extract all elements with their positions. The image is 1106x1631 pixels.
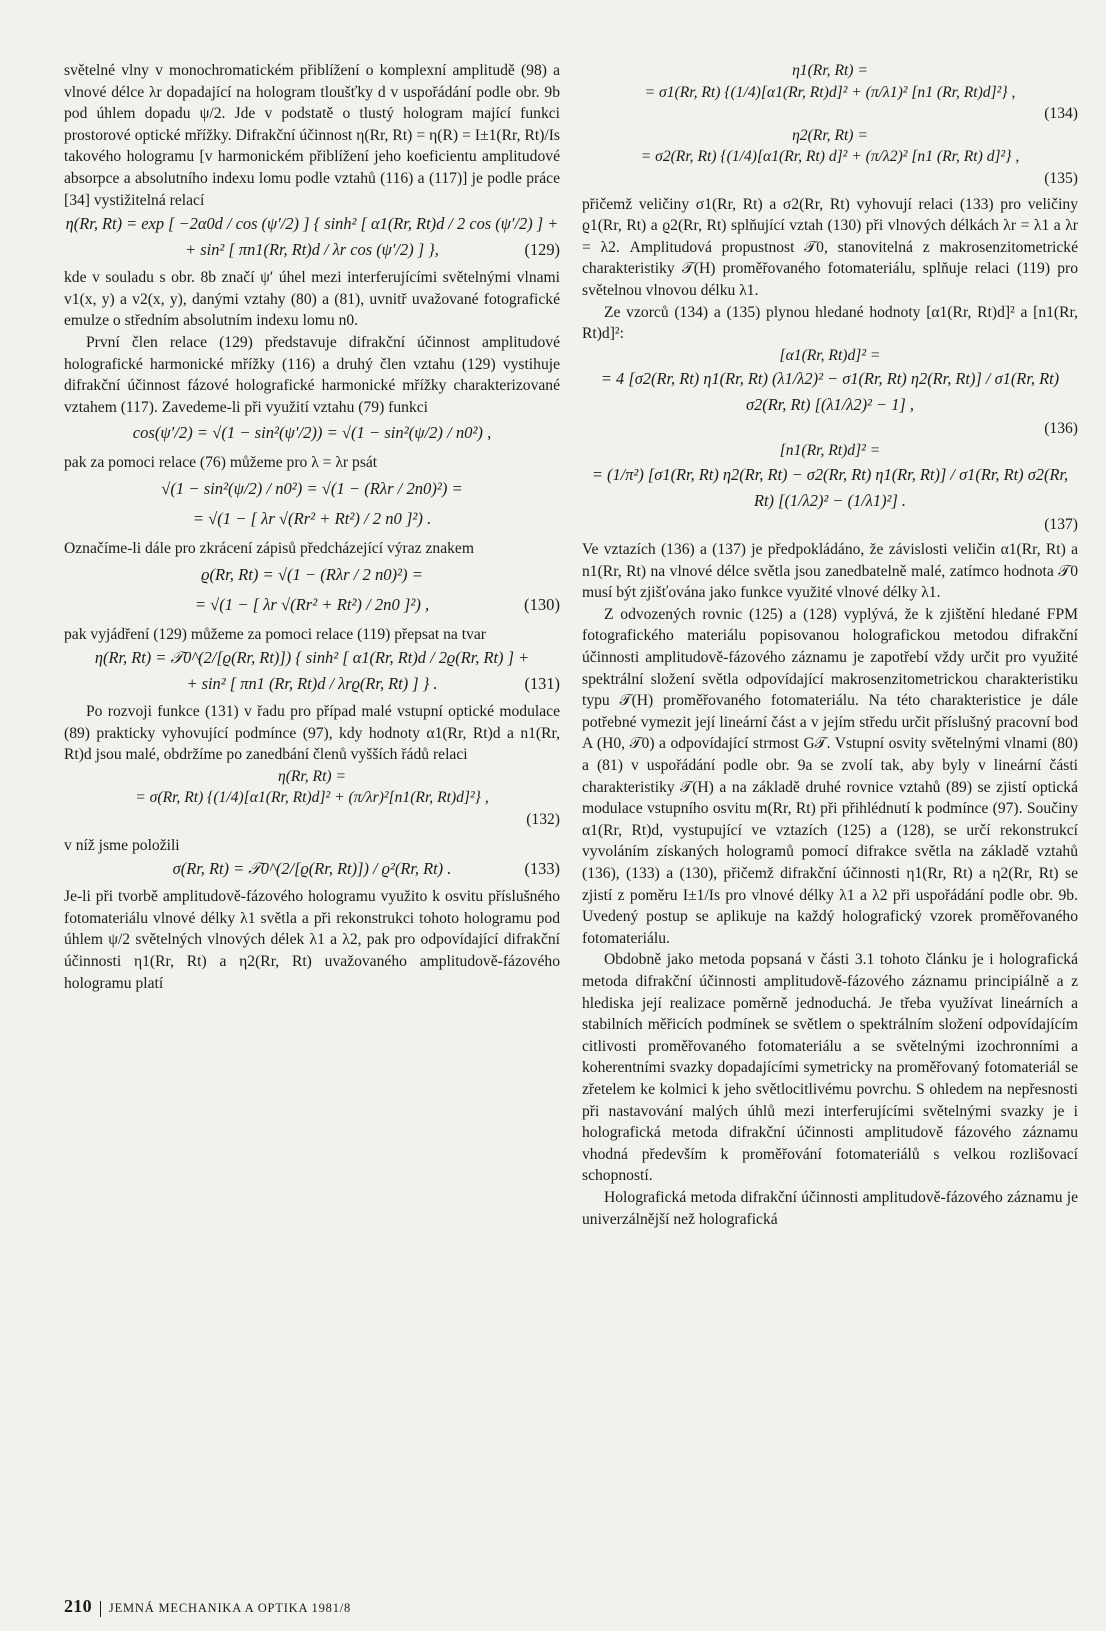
paragraph: Holografická metoda difrakční účinnosti amplitudově-fázového záznamu je univerzálnější než holografická <box>582 1188 1078 1228</box>
left-column <box>64 60 560 994</box>
equation-body: η1(Rr, Rt) = <box>792 62 868 79</box>
equation-number: (137) <box>1044 515 1078 533</box>
equation-number: (134) <box>1044 105 1078 123</box>
equation <box>64 504 560 534</box>
equation-body: ϱ(Rr, Rt) = √(1 − (Rλr / 2 n0)²) = <box>201 564 423 584</box>
equation <box>582 440 1078 462</box>
equation-body: √(1 − sin²(ψ/2) / n0²) = √(1 − (Rλr / 2n0)²) = <box>161 478 463 498</box>
equation-body: + sin² [ πn1(Rr, Rt)d / λr cos (ψ′/2) ] }, <box>185 240 439 260</box>
equation <box>582 345 1078 367</box>
paragraph: světelné vlny v monochromatickém přiblížení o komplexní amplitudě (98) a vlnové délce λr dopadající na hologram tloušťky d v uspořádání podle obr. 9b pod úhlem dopadu ψ/2. Jde v podstatě o tlustý hologram mající funkci prostorové optické mřížky. Difrakční účinnost η(Rr, Rt) = η(R) = I±1(Rr, Rt)/Is takového hologramu [v harmonickém přiblížení jeho koeficientu amplitudové absorpce a absolutního indexu lomu podle vztahů (116) a (117)] je podle práce [34] vystižitelná relací <box>64 62 560 209</box>
journal-name: JEMNÁ MECHANIKA A OPTIKA 1981/8 <box>108 1601 352 1615</box>
equation <box>64 560 560 590</box>
right-column <box>582 60 1078 1230</box>
equation <box>64 766 560 788</box>
paragraph: pak vyjádření (129) můžeme za pomoci relace (119) přepsat na tvar <box>64 625 486 643</box>
equation <box>582 60 1078 82</box>
equation-body: σ(Rr, Rt) = 𝒯0^(2/[ϱ(Rr, Rt)]) / ϱ²(Rr, Rt) . <box>172 859 452 879</box>
equation-body: = σ(Rr, Rt) {(1/4)[α1(Rr, Rt)d]² + (π/λr)²[n1(Rr, Rt)d]²} , <box>135 789 489 807</box>
equation-number: (133) <box>524 859 560 879</box>
equation-body: η(Rr, Rt) = <box>277 767 347 785</box>
equation <box>64 645 560 671</box>
equation <box>64 809 560 831</box>
equation-number: (135) <box>1044 169 1078 187</box>
equation <box>64 237 560 263</box>
equation <box>64 590 560 620</box>
equation <box>582 168 1078 190</box>
equation <box>582 103 1078 125</box>
equation <box>64 418 560 448</box>
equation <box>582 418 1078 440</box>
paragraph: pak za pomoci relace (76) můžeme pro λ = λr psát <box>64 454 378 472</box>
equation-body: η(Rr, Rt) = exp [ −2α0d / cos (ψ′/2) ] { sinh² [ α1(Rr, Rt)d / 2 cos (ψ′/2) ] + <box>65 214 559 234</box>
equation-body: [n1(Rr, Rt)d]² = <box>779 441 881 459</box>
paragraph: Obdobně jako metoda popsaná v části 3.1 tohoto článku je i holografická metoda difrakční účinnosti amplitudově-fázového záznamu principiálně a z hlediska její realizace poměrně jednoduchá. Je třeba využívat lineárních a stabilních měřicích podmínek se světlem o spektrálním složení odpovídajícím citlivosti proměřovaného fotomateriálu a se světelnými izochronními a koherentními svazky dopadajícími symetricky na proměřovaný fotomateriál se zřetelem ke kolmici k jeho světlocitlivému povrchu. S ohledem na nepřesnosti při nastavování malých úhlů mezi interferujícími světelnými svazky je i holografická metoda difrakční účinnosti amplitudově fázového záznamu vhodná především k proměřování fotomateriálů s velkou rozlišovací schopností. <box>582 951 1078 1185</box>
equation-number: (129) <box>524 240 560 260</box>
equation <box>64 787 560 809</box>
equation <box>582 366 1078 418</box>
paragraph: Ze vzorců (134) a (135) plynou hledané hodnoty [α1(Rr, Rt)d]² a [n1(Rr, Rt)d]²: <box>582 303 1078 343</box>
equation <box>582 514 1078 536</box>
paragraph: První člen relace (129) představuje difrakční účinnost amplitudové holografické harmonické mřížky (116) a druhý člen vztahu (129) vystihuje difrakční účinnost fázové holografické harmonické mřížky charakterizované vztahem (117). Zavedeme-li při využití vztahu (79) funkci <box>64 333 560 416</box>
paragraph: přičemž veličiny σ1(Rr, Rt) a σ2(Rr, Rt) vyhovují relaci (133) pro veličiny ϱ1(Rr, Rt) a ϱ2(Rr, Rt) splňující vztah (130) při vlnových délkách λr = λ1 a λr = λ2. Amplitudová propustnost 𝒯0, stanovitelná z makrosenzitometrické charakteristiky 𝒯(H) proměřovaného fotomateriálu, splňuje relaci (119) pro světelnou vlnovou délku λ1. <box>582 195 1078 299</box>
equation-body: = (1/π²) [σ1(Rr, Rt) η2(Rr, Rt) − σ2(Rr, Rt) η1(Rr, Rt)] / σ1(Rr, Rt) σ2(Rr, Rt) [(1/λ2)² − (1/λ1)²] . <box>591 464 1069 510</box>
footer-divider <box>100 1601 101 1617</box>
equation-number: (136) <box>1044 420 1078 438</box>
equation-body: cos(ψ′/2) = √(1 − sin²(ψ′/2)) = √(1 − sin²(ψ/2) / n0²) , <box>132 423 492 443</box>
equation <box>64 474 560 504</box>
equation-body: η(Rr, Rt) = 𝒯0^(2/[ϱ(Rr, Rt)]) { sinh² [ α1(Rr, Rt)d / 2ϱ(Rr, Rt) ] + <box>94 648 530 668</box>
equation <box>582 125 1078 147</box>
equation-body: η2(Rr, Rt) = <box>792 126 868 144</box>
equation-number: (130) <box>524 594 560 614</box>
equation <box>582 146 1078 168</box>
equation-body: = √(1 − [ λr √(Rr² + Rt²) / 2 n0 ]²) . <box>192 508 432 528</box>
paragraph: Ve vztazích (136) a (137) je předpokládáno, že závislosti veličin α1(Rr, Rt) a n1(Rr, Rt) na vlnové délce světla jsou zanedbatelně malé, zatímco hodnota 𝒯0 musí být zjišťována jako funkce využité vlnové délky λ1. <box>582 541 1078 602</box>
page-footer <box>64 1598 664 1617</box>
paragraph: Označíme-li dále pro zkrácení zápisů předcházející výraz znakem <box>64 539 474 557</box>
equation <box>64 671 560 697</box>
paragraph: Z odvozených rovnic (125) a (128) vyplývá, že k zjištění hledané FPM fotografického materiálu popisovanou holografickou metodou difrakční účinnosti amplitudově-fázového záznamu je zapotřebí vždy určit pro využité spektrální složení světla odpovídající makrosenzitometrickou charakteristiku typu 𝒯(H) proměřovaného fotomateriálu. Na této charakteristice je dále potřebné vymezit její lineární část a v jejím středu určit příslušný pracovní bod A (H0, 𝒯0) a odpovídající strmost G𝒯. Vstupní osvity světelnými vlnami (80) a (81) v uspořádání podle obr. 9a se zvolí tak, aby byly v lineární části charakteristiky 𝒯(H) a na základě druhé rovnice vztahů (89) se zjistí optická modulace vstupního osvitu m(Rr, Rt) při přihlédnutí k podmínce (97). Součiny α1(Rr, Rt)d, vystupující ve vztazích (125) a (128), se určí rekonstrukcí vyvoláním získaných hologramů pomocí difrakce světla na základě vztahů (136), (133) a (130), přičemž difrakční účinnosti η1(Rr, Rt) a η2(Rr, Rt) se zjistí z poměru I±1/Is pro vlnové délky λ1 a λ2 při uspořádání podle obr. 9b. Uvedený postup se aplikuje na každý holografický vzorek proměřovaného fotomateriálu. <box>582 605 1078 947</box>
equation-body: = σ2(Rr, Rt) {(1/4)[α1(Rr, Rt) d]² + (π/λ2)² [n1 (Rr, Rt) d]²} , <box>640 148 1020 166</box>
equation-number: (132) <box>526 811 560 829</box>
equation <box>582 82 1078 104</box>
equation-body: = σ1(Rr, Rt) {(1/4)[α1(Rr, Rt)d]² + (π/λ1)² [n1 (Rr, Rt)d]²} , <box>644 83 1016 101</box>
equation-body: = 4 [σ2(Rr, Rt) η1(Rr, Rt) (λ1/λ2)² − σ1(Rr, Rt) η2(Rr, Rt)] / σ1(Rr, Rt) σ2(Rr, Rt) [(λ1/λ2)² − 1] , <box>600 369 1060 415</box>
paragraph: Je-li při tvorbě amplitudově-fázového hologramu využito k osvitu příslušného fotomateriálu vlnové délky λ1 světla a při rekonstrukci tohoto hologramu pod úhlem ψ/2 světelných vlnových délek λ1 a λ2, pak pro odpovídající difrakční účinnosti η1(Rr, Rt) a η2(Rr, Rt) uvažovaného amplitudově-fázového hologramu platí <box>64 888 560 992</box>
paragraph: v níž jsme položili <box>64 836 180 854</box>
equation <box>64 211 560 237</box>
paragraph: kde v souladu s obr. 8b značí ψ′ úhel mezi interferujícími světelnými vlnami v1(x, y) a v2(x, y), danými vztahy (80) a (81), uvnitř uvažované fotografické emulze o středním absolutním indexu lomu n0. <box>64 269 560 330</box>
equation-body: + sin² [ πn1 (Rr, Rt)d / λrϱ(Rr, Rt) ] } . <box>186 674 438 694</box>
page-number: 210 <box>64 1596 92 1616</box>
equation-number: (131) <box>524 674 560 694</box>
equation-body: = √(1 − [ λr √(Rr² + Rt²) / 2n0 ]²) , <box>194 594 430 614</box>
equation <box>64 856 560 882</box>
paragraph: Po rozvoji funkce (131) v řadu pro případ malé vstupní optické modulace (89) prakticky vyhovující podmínce (97), kdy hodnoty α1(Rr, Rt)d a n1(Rr, Rt)d jsou malé, obdržíme po zanedbání členů vyšších řádů relaci <box>64 703 560 764</box>
equation-body: [α1(Rr, Rt)d]² = <box>779 346 881 364</box>
equation <box>582 462 1078 514</box>
